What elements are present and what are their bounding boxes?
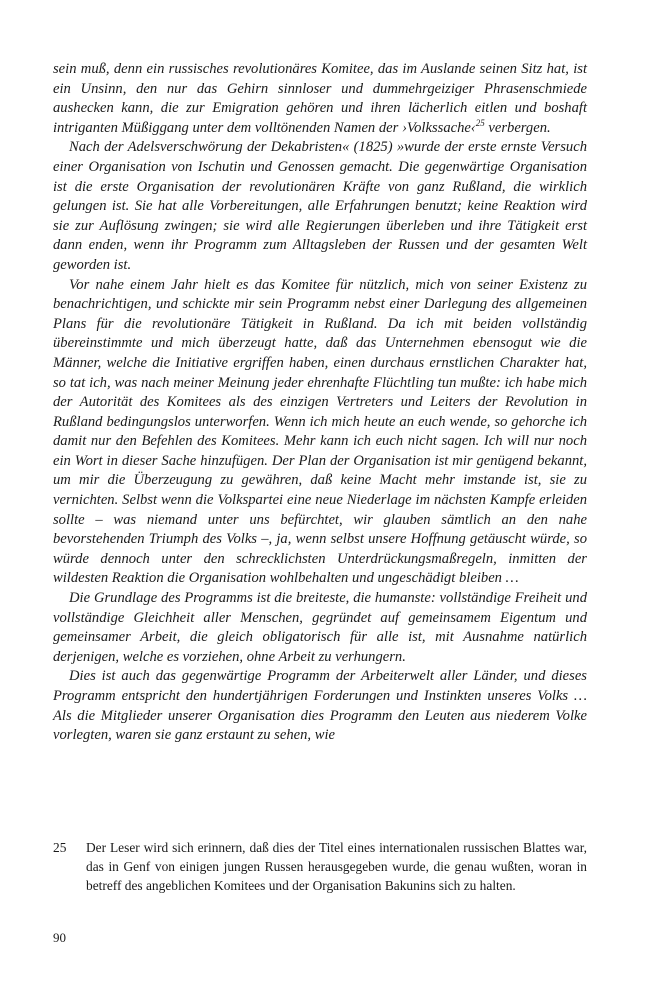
main-text-column bbox=[53, 60, 587, 746]
paragraph-1 bbox=[53, 60, 587, 138]
paragraph-1-text: sein muß, denn ein russisches revolutionäres Komitee, das im Auslande seinen Sitz hat, ist ein Unsinn, den nur das Gehirn sinnloser und dummehrgeiziger Phrasenschmiede aushecken kann, die zur Emigration gehören und ihren lächerlich eitlen und boshaft intriganten Müßiggang unter dem volltönenden Namen der ›Volkssache‹ bbox=[53, 61, 587, 136]
paragraph-5: Dies ist auch das gegenwärtige Programm der Arbeiterwelt aller Länder, und dieses Programm entspricht den hundertjährigen Forderungen und Instinkten unseres Volks … Als die Mitglieder unserer Organisation dies Programm den Leuten aus niederem Volke vorlegten, waren sie ganz erstaunt zu sehen, wie bbox=[53, 668, 587, 744]
paragraph-1-ending: verbergen. bbox=[484, 119, 551, 136]
page-number: 90 bbox=[53, 930, 66, 945]
paragraph-3: Vor nahe einem Jahr hielt es das Komitee für nützlich, mich von seiner Existenz zu benachrichtigen, und schickte mir sein Programm nebst einer Darlegung des allgemeinen Plans für die revolutionäre Tätigkeit in Rußland. Da ich mit beiden vollständig übereinstimmte und mich überzeugt hatte, daß das Unternehmen ebensogut wie die Männer, welche die Initiative ergriffen haben, einen durchaus ernstlichen Charakter hat, so tat ich, was nach meiner Meinung jeder ehrenhafte Flüchtling tun mußte: ich habe mich der Autorität des Komitees als des einzigen Vertreters und Leiters der Revolution in Rußland bedingungslos unterworfen. Wenn ich mich heute an euch wende, so gehorche ich damit nur den Befehlen des Komitees. Mehr kann ich euch nicht sagen. Ich will nur noch ein Wort in dieser Sache hinzufügen. Der Plan der Organisation ist mir genügend bekannt, um mir die Überzeugung zu gewähren, daß keine Macht mehr imstande ist, sie zu vernichten. Selbst wenn die Volkspartei eine neue Niederlage im nächsten Kampfe erleiden sollte – was niemand unter uns befürchtet, wir glauben sämtlich an den nahe bevorstehenden Triumph des Volks –, ja, wenn selbst unsere Hoffnung getäuscht würde, so würde dennoch unter den schrecklichsten Unterdrückungsmaßregeln, inmitten der wildesten Reaktion die Organisation wohlbehalten und ungeschädigt bleiben … bbox=[53, 276, 587, 587]
footnote-number: 25 bbox=[53, 840, 67, 855]
footnote-text: Der Leser wird sich erinnern, daß dies der Titel eines internationalen russischen Blattes war, das in Genf von einigen jungen Russen herausgegeben wurde, die genau wußten, woran in betreff des angeblichen Komitees und der Organisation Bakunins sich zu halten. bbox=[86, 840, 587, 894]
paragraph-4: Die Grundlage des Programms ist die breiteste, die humanste: vollständige Freiheit und vollständige Gleichheit aller Menschen, gegründet auf gemeinsamem Eigentum und gemeinsamer Arbeit, die gleich obligatorisch für alle ist, mit Ausnahme natürlich derjenigen, welche es vorziehen, ohne Arbeit zu verhungern. bbox=[53, 590, 587, 665]
footnote-reference-25: 25 bbox=[475, 117, 485, 128]
body-text bbox=[53, 60, 587, 746]
paragraph-2: Nach der Adelsverschwörung der Dekabristen« (1825) »wurde der erste ernste Versuch einer Organisation von Ischutin und Genossen gemacht. Die gegenwärtige Organisation ist die erste Organisation der revolutionären Kräfte von ganz Rußland, die wirklich gelungen ist. Sie hat alle Vorbereitungen, alle Erfahrungen benutzt; keine Reaktion wird sie zur Auflösung zwingen; sie wird alle Regierungen überleben und ihre Tätigkeit erst dann enden, wenn ihr Programm zum Alltagsleben der Russen und der gesamten Welt geworden ist. bbox=[53, 139, 587, 273]
footnote-25 bbox=[53, 838, 587, 896]
